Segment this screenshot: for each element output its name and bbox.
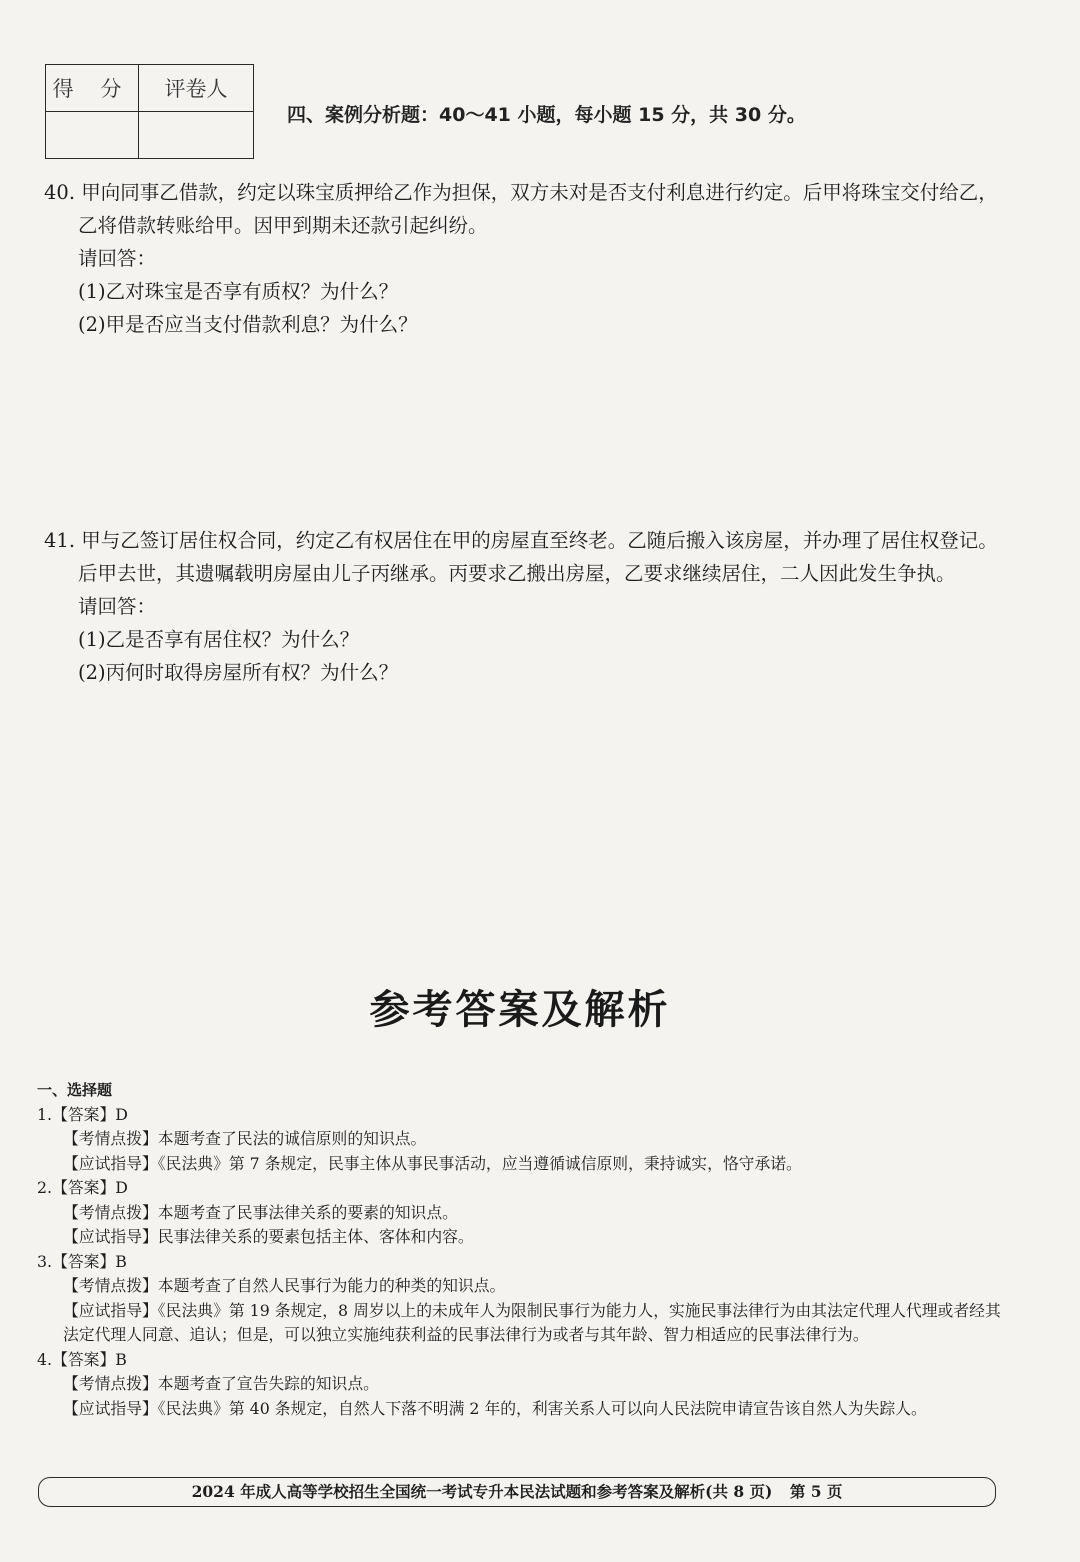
answer-1-guide: 【应试指导】《民法典》第 7 条规定，民事主体从事民事活动，应当遵循诚信原则，秉持诚实，恪守承诺。 [63,1153,802,1173]
question-40 [44,176,1012,341]
answer-item-4 [37,1348,1012,1422]
answer-1-point: 【考情点拨】本题考查了民法的诚信原则的知识点。 [63,1129,427,1148]
score-label: 得 分 [46,65,139,112]
answer-section-label: 一、选择题 [37,1081,113,1099]
answer-4-point: 【考情点拨】本题考查了宣告失踪的知识点。 [63,1374,379,1393]
question-41-text: 41. 甲与乙签订居住权合同，约定乙有权居住在甲的房屋直至终老。乙随后搬入该房屋，并办理了居住权登记。后甲去世，其遗嘱载明房屋由儿子丙继承。丙要求乙搬出房屋，乙要求继续居住，二人因此发生争执。 [44,529,998,585]
answer-title: 参考答案及解析 [369,986,671,1033]
footer-page-number: 第 5 页 [789,1482,843,1501]
footer-title: 2024 年成人高等学校招生全国统一考试专升本民法试题和参考答案及解析(共 8 页) [191,1482,773,1501]
answer-list [37,1078,1012,1421]
answer-1: 1.【答案】D [37,1104,128,1124]
answer-2-guide: 【应试指导】民事法律关系的要素包括主体、客体和内容。 [63,1227,474,1246]
question-40-sub1: (1)乙对珠宝是否享有质权？为什么？ [78,280,399,303]
question-41-sub2: (2)丙何时取得房屋所有权？为什么？ [78,661,399,684]
grader-label: 评卷人 [139,65,254,112]
score-cell [46,112,139,159]
answer-2-point: 【考情点拨】本题考查了民事法律关系的要素的知识点。 [63,1202,458,1222]
answer-4-guide: 【应试指导】《民法典》第 40 条规定，自然人下落不明满 2 年的，利害关系人可以向人民法院申请宣告该自然人为失踪人。 [63,1398,927,1418]
question-41-sub1: (1)乙是否享有居住权？为什么？ [78,628,360,651]
question-40-sub2: (2)甲是否应当支付借款利息？为什么？ [78,313,418,336]
answer-item-1 [37,1103,1012,1177]
answer-item-3 [37,1250,1012,1348]
question-40-text: 40. 甲向同事乙借款，约定以珠宝质押给乙作为担保，双方未对是否支付利息进行约定。后甲将珠宝交付给乙，乙将借款转账给甲。因甲到期未还款引起纠纷。 [44,181,998,237]
answer-3-point: 【考情点拨】本题考查了自然人民事行为能力的种类的知识点。 [63,1276,506,1295]
section-title: 四、案例分析题：40～41 小题，每小题 15 分，共 30 分。 [287,104,806,126]
answer-2: 2.【答案】D [37,1178,128,1197]
question-41-prompt: 请回答： [78,595,157,618]
question-41 [44,524,1012,689]
answer-item-2 [37,1176,1012,1250]
page-footer [38,1477,996,1507]
question-40-prompt: 请回答： [78,247,157,270]
answer-3: 3.【答案】B [37,1251,127,1271]
answer-3-guide: 【应试指导】《民法典》第 19 条规定，8 周岁以上的未成年人为限制民事行为能力人，实施民事法律行为由其法定代理人代理或者经其法定代理人同意、追认；但是，可以独立实施纯获利益的民事法律行为或者与其年龄、智力相适应的民事法律行为。 [63,1300,1001,1344]
score-box [45,64,254,159]
grader-cell [139,112,254,159]
answer-4: 4.【答案】B [37,1349,127,1369]
